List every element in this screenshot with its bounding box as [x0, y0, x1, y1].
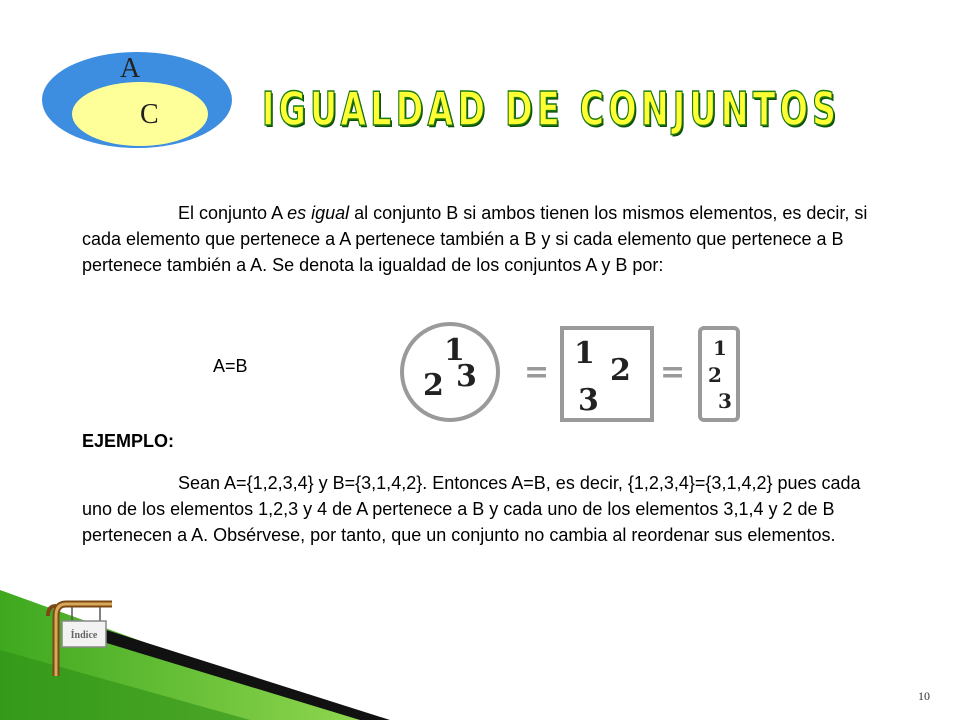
circle-set-element-1: 1 [444, 333, 465, 368]
inner-set-label: C [140, 99, 159, 130]
circle-set-element-3: 3 [456, 359, 477, 394]
definition-paragraph [82, 200, 872, 278]
rect-set-element-3: 3 [718, 389, 732, 413]
rect-set-element-1: 1 [713, 336, 727, 360]
definition-text-end: al conjunto B si ambos tienen los mismos elementos, es decir, si cada elemento que pertenece a A pertenece también a B y si cada elemento que pertenece a B pertenece también a A. Se denota la igualdad de los conjuntos A y B por: [82, 203, 868, 275]
index-nav-sign[interactable] [38, 598, 120, 678]
equality-formula: A=B [213, 356, 248, 376]
definition-text-start: El conjunto A [178, 203, 288, 223]
outer-set-label: A [120, 53, 141, 84]
example-paragraph [82, 470, 872, 548]
set-equality-figure [390, 300, 750, 435]
example-text: Sean A={1,2,3,4} y B={3,1,4,2}. Entonces A=B, es decir, {1,2,3,4}={3,1,4,2} pues cada uno de los elementos 1,2,3 y 4 de A pertenece a B y cada uno de los elementos 3,1,4 y 2 de B pertenecen a A. Obsérvese, por tanto, que un conjunto no cambia al reordenar sus elementos. [82, 473, 861, 545]
definition-emphasis: es igual [287, 203, 350, 223]
page-title: IGUALDAD DE CONJUNTOS [262, 82, 841, 136]
square-set-element-1: 1 [574, 336, 595, 371]
equals-sign-1: = [524, 355, 550, 390]
sets-logo [40, 50, 235, 150]
square-set-element-2: 2 [610, 353, 631, 388]
example-heading: EJEMPLO: [82, 431, 175, 451]
index-link[interactable]: Índice [70, 630, 98, 641]
equals-sign-2: = [660, 355, 686, 390]
circle-set-element-2: 2 [423, 368, 444, 403]
rect-set-element-2: 2 [708, 363, 722, 387]
page-number: 10 [918, 689, 930, 703]
square-set-element-3: 3 [578, 383, 599, 418]
